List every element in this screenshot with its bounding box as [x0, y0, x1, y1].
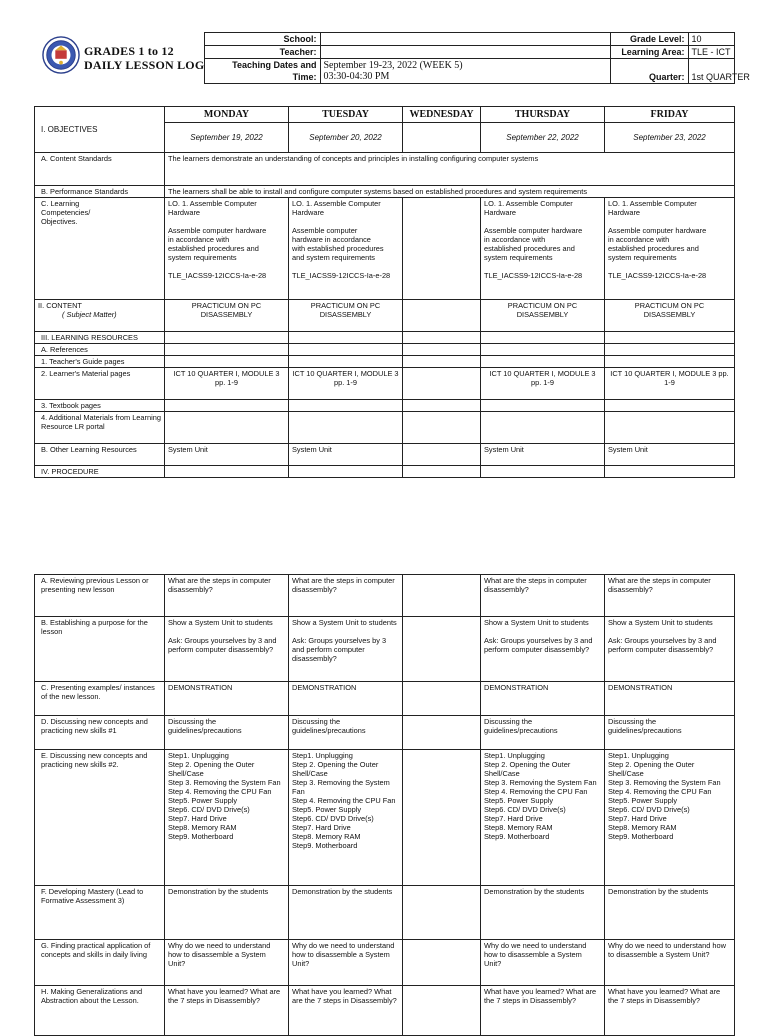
procedure-wednesday-6	[403, 940, 481, 986]
other-monday: System Unit	[165, 444, 289, 466]
title-line-1: GRADES 1 to 12	[84, 44, 174, 58]
procedure-tuesday-0	[289, 575, 403, 617]
procedure-friday-7	[605, 986, 735, 1036]
procedure-wednesday-0	[403, 575, 481, 617]
learning-resources-label: III. LEARNING RESOURCES	[35, 332, 165, 344]
procedure-tuesday-2	[289, 682, 403, 716]
lesson-table-procedures	[34, 574, 735, 1036]
procedure-text: Demonstration by the students	[168, 887, 269, 896]
procedure-tuesday-1	[289, 617, 403, 682]
other-thursday: System Unit	[481, 444, 605, 466]
procedure-text: Demonstration by the students	[608, 887, 709, 896]
procedure-friday-3	[605, 716, 735, 750]
other-friday: System Unit	[605, 444, 735, 466]
procedure-row	[35, 886, 735, 940]
grade-level-value: 10	[688, 33, 734, 46]
day-friday: FRIDAY	[605, 107, 735, 123]
procedure-tuesday-7	[289, 986, 403, 1036]
procedure-text: Why do we need to understand how to disassemble a System Unit?	[292, 941, 395, 968]
learning-area-label: Learning Area:	[610, 46, 688, 59]
teaching-dates-value: September 19-23, 2022 (WEEK 5) 03:30-04:30 PM	[320, 59, 610, 84]
procedure-monday-5	[165, 886, 289, 940]
textbook-label: 3. Textbook pages	[35, 400, 165, 412]
procedure-friday-4	[605, 750, 735, 886]
procedure-step: Step9. Motherboard	[484, 832, 550, 841]
content-standards-label: A. Content Standards	[35, 153, 165, 186]
teacher-value	[320, 46, 610, 59]
competencies-monday: LO. 1. Assemble Computer Hardware Assemble computer hardware in accordance with established procedures and system requirements TLE_IACSS9-12ICCS-Ia-e-28	[165, 198, 289, 300]
procedure-step: Step7. Hard Drive	[292, 823, 351, 832]
procedure-text: DEMONSTRATION	[484, 683, 549, 692]
procedure-step: Step1. Unplugging	[608, 751, 669, 760]
teaching-dates-label: Teaching Dates and Time:	[204, 59, 320, 84]
other-tuesday: System Unit	[289, 444, 403, 466]
competencies-tuesday: LO. 1. Assemble Computer Hardware Assemble computer hardware in accordance with established procedures and system requirements TLE_IACSS9-12ICCS-Ia-e-28	[289, 198, 403, 300]
procedure-label-2: C. Presenting examples/ instances of the new lesson.	[35, 682, 165, 716]
procedure-thursday-0	[481, 575, 605, 617]
procedure-row	[35, 716, 735, 750]
procedure-step: Step 2. Opening the Outer Shell/Case	[484, 760, 571, 778]
procedure-label-5: F. Developing Mastery (Lead to Formative Assessment 3)	[35, 886, 165, 940]
procedure-text: Demonstration by the students	[292, 887, 393, 896]
procedure-label-3: D. Discussing new concepts and practicing new skills #1	[35, 716, 165, 750]
procedure-tuesday-5	[289, 886, 403, 940]
content-standards-text: The learners demonstrate an understanding of concepts and principles in installing configuring computer systems	[165, 153, 735, 186]
objectives-label: I. OBJECTIVES	[35, 107, 165, 153]
procedure-step: Step 2. Opening the Outer Shell/Case	[168, 760, 255, 778]
procedure-step: Step 4. Removing the CPU Fan	[292, 796, 396, 805]
procedure-step: Step1. Unplugging	[292, 751, 353, 760]
procedure-text-2: Ask: Groups yourselves by 3 and perform computer disassembly?	[608, 636, 717, 654]
lesson-table-top	[34, 106, 735, 478]
content-tuesday: PRACTICUM ON PC DISASSEMBLY	[289, 300, 403, 332]
content-label: II. CONTENT ( Subject Matter)	[35, 300, 165, 332]
procedure-step: Step7. Hard Drive	[608, 814, 667, 823]
procedure-text: Why do we need to understand how to disassemble a System Unit?	[168, 941, 271, 968]
other-resources-label: B. Other Learning Resources	[35, 444, 165, 466]
title-line-2: DAILY LESSON LOG	[84, 58, 205, 72]
procedure-tuesday-6	[289, 940, 403, 986]
procedure-text: Show a System Unit to students	[292, 618, 397, 627]
procedure-label-1: B. Establishing a purpose for the lesson	[35, 617, 165, 682]
content-friday: PRACTICUM ON PC DISASSEMBLY	[605, 300, 735, 332]
lm-thursday: ICT 10 QUARTER I, MODULE 3 pp. 1-9	[481, 368, 605, 400]
procedure-friday-1	[605, 617, 735, 682]
procedure-step: Step6. CD/ DVD Drive(s)	[168, 805, 250, 814]
procedure-step: Step 2. Opening the Outer Shell/Case	[292, 760, 379, 778]
procedure-step: Step8. Memory RAM	[168, 823, 237, 832]
procedure-friday-5	[605, 886, 735, 940]
procedure-step: Step1. Unplugging	[484, 751, 545, 760]
procedure-tuesday-3	[289, 716, 403, 750]
procedure-thursday-4	[481, 750, 605, 886]
procedure-text: What are the steps in computer disassembly?	[484, 576, 587, 594]
procedure-text: What are the steps in computer disassembly?	[608, 576, 711, 594]
procedure-text: DEMONSTRATION	[608, 683, 673, 692]
procedure-row	[35, 575, 735, 617]
procedure-friday-6	[605, 940, 735, 986]
procedure-label: IV. PROCEDURE	[35, 466, 165, 478]
teacher-label: Teacher:	[204, 46, 320, 59]
procedure-row	[35, 682, 735, 716]
performance-standards-label: B. Performance Standards	[35, 186, 165, 198]
procedure-wednesday-5	[403, 886, 481, 940]
procedure-text-2: Ask: Groups yourselves by 3 and perform computer disassembly?	[168, 636, 277, 654]
procedure-step: Step 3. Removing the System Fan	[608, 778, 721, 787]
day-wednesday: WEDNESDAY	[403, 107, 481, 123]
school-value	[320, 33, 610, 46]
procedure-step: Step 4. Removing the CPU Fan	[484, 787, 588, 796]
procedure-label-6: G. Finding practical application of concepts and skills in daily living	[35, 940, 165, 986]
procedure-text: Show a System Unit to students	[168, 618, 273, 627]
procedure-label-7: H. Making Generalizations and Abstraction about the Lesson.	[35, 986, 165, 1036]
teachers-guide-label: 1. Teacher's Guide pages	[35, 356, 165, 368]
content-monday: PRACTICUM ON PC DISASSEMBLY	[165, 300, 289, 332]
lm-tuesday: ICT 10 QUARTER I, MODULE 3 pp. 1-9	[289, 368, 403, 400]
procedure-thursday-6	[481, 940, 605, 986]
procedure-thursday-7	[481, 986, 605, 1036]
learning-area-value: TLE - ICT	[688, 46, 734, 59]
date-tuesday: September 20, 2022	[289, 123, 403, 153]
procedure-step: Step7. Hard Drive	[484, 814, 543, 823]
procedure-monday-1	[165, 617, 289, 682]
procedure-step: Step9. Motherboard	[168, 832, 234, 841]
procedure-row	[35, 617, 735, 682]
procedure-friday-0	[605, 575, 735, 617]
procedure-text: Why do we need to understand how to disassemble a System Unit?	[484, 941, 587, 968]
procedure-row	[35, 750, 735, 886]
procedure-monday-3	[165, 716, 289, 750]
procedure-row	[35, 940, 735, 986]
competencies-wednesday	[403, 198, 481, 300]
procedure-step: Step9. Motherboard	[608, 832, 674, 841]
procedure-thursday-1	[481, 617, 605, 682]
competencies-thursday: LO. 1. Assemble Computer Hardware Assemble computer hardware in accordance with established procedures and system requirements TLE_IACSS9-12ICCS-Ia-e-28	[481, 198, 605, 300]
learners-material-label: 2. Learner's Material pages	[35, 368, 165, 400]
procedure-text: Discussing the guidelines/precautions	[292, 717, 366, 735]
procedure-step: Step1. Unplugging	[168, 751, 229, 760]
competencies-label: C. Learning Competencies/ Objectives.	[35, 198, 165, 300]
procedure-text: Why do we need to understand how to disassemble a System Unit?	[608, 941, 726, 959]
procedure-step: Step5. Power Supply	[168, 796, 238, 805]
procedure-row	[35, 986, 735, 1036]
procedure-step: Step5. Power Supply	[484, 796, 554, 805]
procedure-step: Step6. CD/ DVD Drive(s)	[608, 805, 690, 814]
procedure-label-4: E. Discussing new concepts and practicing new skills #2.	[35, 750, 165, 886]
quarter-label: Quarter:	[610, 71, 688, 84]
procedure-monday-4	[165, 750, 289, 886]
procedure-text: Demonstration by the students	[484, 887, 585, 896]
additional-materials-label: 4. Additional Materials from Learning Resource LR portal	[35, 412, 165, 444]
procedure-text: Show a System Unit to students	[484, 618, 589, 627]
procedure-thursday-2	[481, 682, 605, 716]
procedure-step: Step 3. Removing the System Fan	[292, 778, 390, 796]
procedure-text: DEMONSTRATION	[292, 683, 357, 692]
content-thursday: PRACTICUM ON PC DISASSEMBLY	[481, 300, 605, 332]
procedure-thursday-3	[481, 716, 605, 750]
procedure-monday-7	[165, 986, 289, 1036]
procedure-monday-6	[165, 940, 289, 986]
procedure-monday-0	[165, 575, 289, 617]
date-friday: September 23, 2022	[605, 123, 735, 153]
procedure-text-2: Ask: Groups yourselves by 3 and perform computer disassembly?	[484, 636, 593, 654]
procedure-step: Step 4. Removing the CPU Fan	[168, 787, 272, 796]
procedure-thursday-5	[481, 886, 605, 940]
procedure-text-2: Ask: Groups yourselves by 3 and perform computer disassembly?	[292, 636, 387, 663]
procedure-step: Step 2. Opening the Outer Shell/Case	[608, 760, 695, 778]
day-monday: MONDAY	[165, 107, 289, 123]
lm-monday: ICT 10 QUARTER I, MODULE 3 pp. 1-9	[165, 368, 289, 400]
procedure-wednesday-7	[403, 986, 481, 1036]
school-label: School:	[204, 33, 320, 46]
procedure-text: DEMONSTRATION	[168, 683, 233, 692]
performance-standards-text: The learners shall be able to install and configure computer systems based on established procedures and system requirements	[165, 186, 735, 198]
competencies-friday: LO. 1. Assemble Computer Hardware Assemble computer hardware in accordance with established procedures and system requirements TLE_IACSS9-12ICCS-Ia-e-28	[605, 198, 735, 300]
procedure-wednesday-4	[403, 750, 481, 886]
procedure-step: Step5. Power Supply	[608, 796, 678, 805]
quarter-value: 1st QUARTER	[688, 71, 734, 84]
procedure-step: Step9. Motherboard	[292, 841, 358, 850]
procedure-step: Step8. Memory RAM	[292, 832, 361, 841]
day-tuesday: TUESDAY	[289, 107, 403, 123]
day-thursday: THURSDAY	[481, 107, 605, 123]
procedure-tuesday-4	[289, 750, 403, 886]
procedure-step: Step 3. Removing the System Fan	[484, 778, 597, 787]
procedure-step: Step5. Power Supply	[292, 805, 362, 814]
procedure-text: Show a System Unit to students	[608, 618, 713, 627]
procedure-label-0: A. Reviewing previous Lesson or presenting new lesson	[35, 575, 165, 617]
procedure-text: What have you learned? What are the 7 steps in Disassembly?	[608, 987, 721, 1005]
procedure-text: Discussing the guidelines/precautions	[168, 717, 242, 735]
procedure-step: Step7. Hard Drive	[168, 814, 227, 823]
procedure-text: What are the steps in computer disassembly?	[168, 576, 271, 594]
references-label: A. References	[35, 344, 165, 356]
procedure-wednesday-2	[403, 682, 481, 716]
procedure-text: What have you learned? What are the 7 steps in Disassembly?	[168, 987, 281, 1005]
procedure-text: Discussing the guidelines/precautions	[608, 717, 682, 735]
procedure-text: What have you learned? What are the 7 steps in Disassembly?	[292, 987, 397, 1005]
procedure-step: Step6. CD/ DVD Drive(s)	[484, 805, 566, 814]
procedure-text: What have you learned? What are the 7 steps in Disassembly?	[484, 987, 597, 1005]
date-wednesday	[403, 123, 481, 153]
procedure-text: Discussing the guidelines/precautions	[484, 717, 558, 735]
date-thursday: September 22, 2022	[481, 123, 605, 153]
header-info-table	[34, 32, 750, 84]
procedure-monday-2	[165, 682, 289, 716]
procedure-step: Step 4. Removing the CPU Fan	[608, 787, 712, 796]
procedure-wednesday-1	[403, 617, 481, 682]
lm-friday: ICT 10 QUARTER I, MODULE 3 pp. 1-9	[605, 368, 735, 400]
procedure-step: Step 3. Removing the System Fan	[168, 778, 281, 787]
grade-level-label: Grade Level:	[610, 33, 688, 46]
procedure-step: Step8. Memory RAM	[608, 823, 677, 832]
procedure-wednesday-3	[403, 716, 481, 750]
date-monday: September 19, 2022	[165, 123, 289, 153]
procedure-friday-2	[605, 682, 735, 716]
procedure-text: What are the steps in computer disassembly?	[292, 576, 395, 594]
procedure-step: Step6. CD/ DVD Drive(s)	[292, 814, 374, 823]
procedure-step: Step8. Memory RAM	[484, 823, 553, 832]
